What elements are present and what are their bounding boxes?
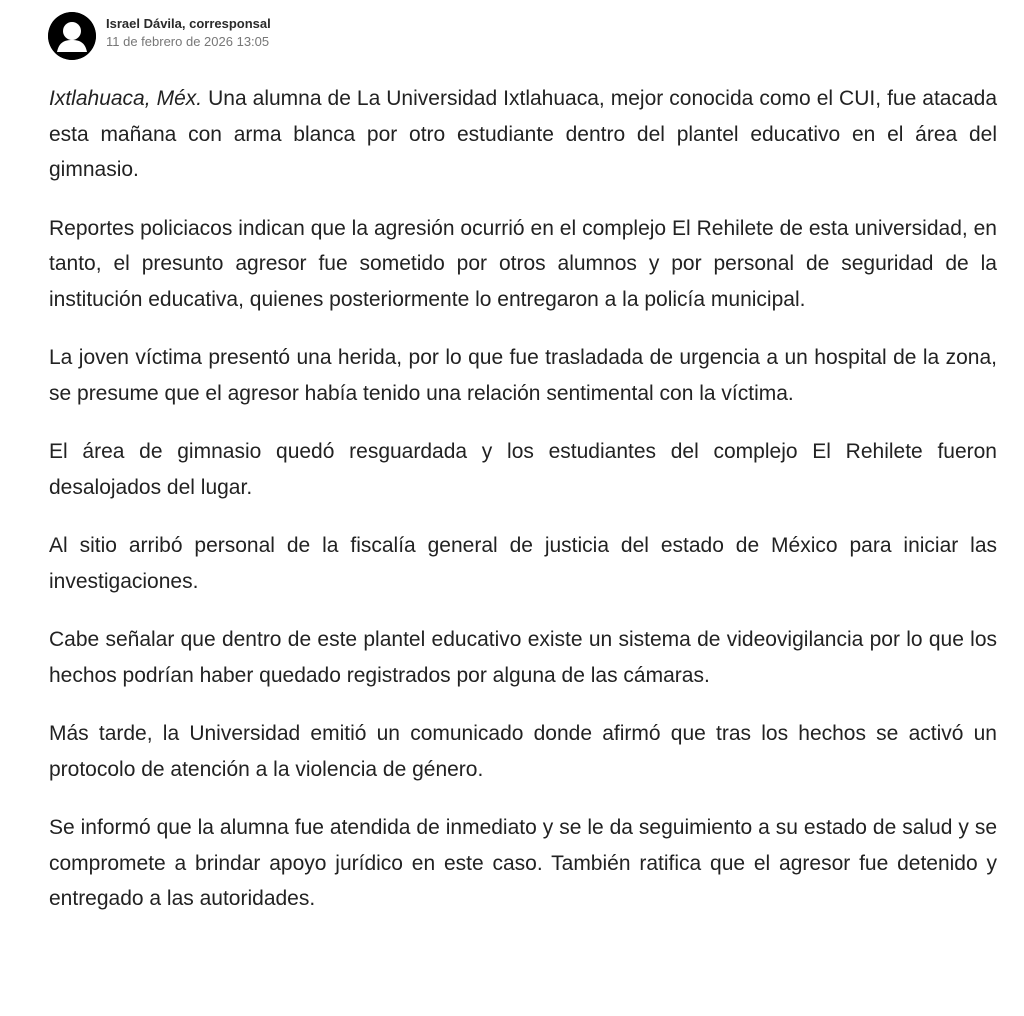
publish-date: 11 de febrero de 2026 13:05 <box>106 34 270 49</box>
article-paragraph: Reportes policiacos indican que la agresión ocurrió en el complejo El Rehilete de esta universidad, en tanto, el presunto agresor fue sometido por otros alumnos y por personal de seguridad de la institución educativa, quienes posteriormente lo entregaron a la policía municipal. <box>49 216 997 311</box>
author-name: Israel Dávila, corresponsal <box>106 16 271 31</box>
article-paragraph: La joven víctima presentó una herida, por lo que fue trasladada de urgencia a un hospital de la zona, se presume que el agresor había tenido una relación sentimental con la víctima. <box>49 346 997 405</box>
user-silhouette-icon <box>48 12 96 60</box>
paragraph-text: Una alumna de La Universidad Ixtlahuaca, mejor conocida como el CUI, fue atacada esta mañana con arma blanca por otro estudiante dentro del plantel educativo en el área del gimnasio. <box>49 87 998 181</box>
byline-text <box>106 12 271 52</box>
article-paragraph <box>49 81 997 188</box>
article-paragraph: El área de gimnasio quedó resguardada y los estudiantes del complejo El Rehilete fueron desalojados del lugar. <box>49 440 997 499</box>
article-paragraph: Al sitio arribó personal de la fiscalía general de justicia del estado de México para iniciar las investigaciones. <box>49 534 997 593</box>
article-paragraph: Más tarde, la Universidad emitió un comunicado donde afirmó que tras los hechos se activó un protocolo de atención a la violencia de género. <box>49 722 997 781</box>
dateline: Ixtlahuaca, Méx. <box>49 87 203 110</box>
article-paragraph: Se informó que la alumna fue atendida de inmediato y se le da seguimiento a su estado de salud y se compromete a brindar apoyo jurídico en este caso. También ratifica que el agresor fue detenido y entregado a las autoridades. <box>49 816 997 910</box>
article-paragraph: Cabe señalar que dentro de este plantel educativo existe un sistema de videovigilancia por lo que los hechos podrían haber quedado registrados por alguna de las cámaras. <box>49 628 997 687</box>
article-byline <box>48 12 271 62</box>
article-body <box>49 81 997 940</box>
